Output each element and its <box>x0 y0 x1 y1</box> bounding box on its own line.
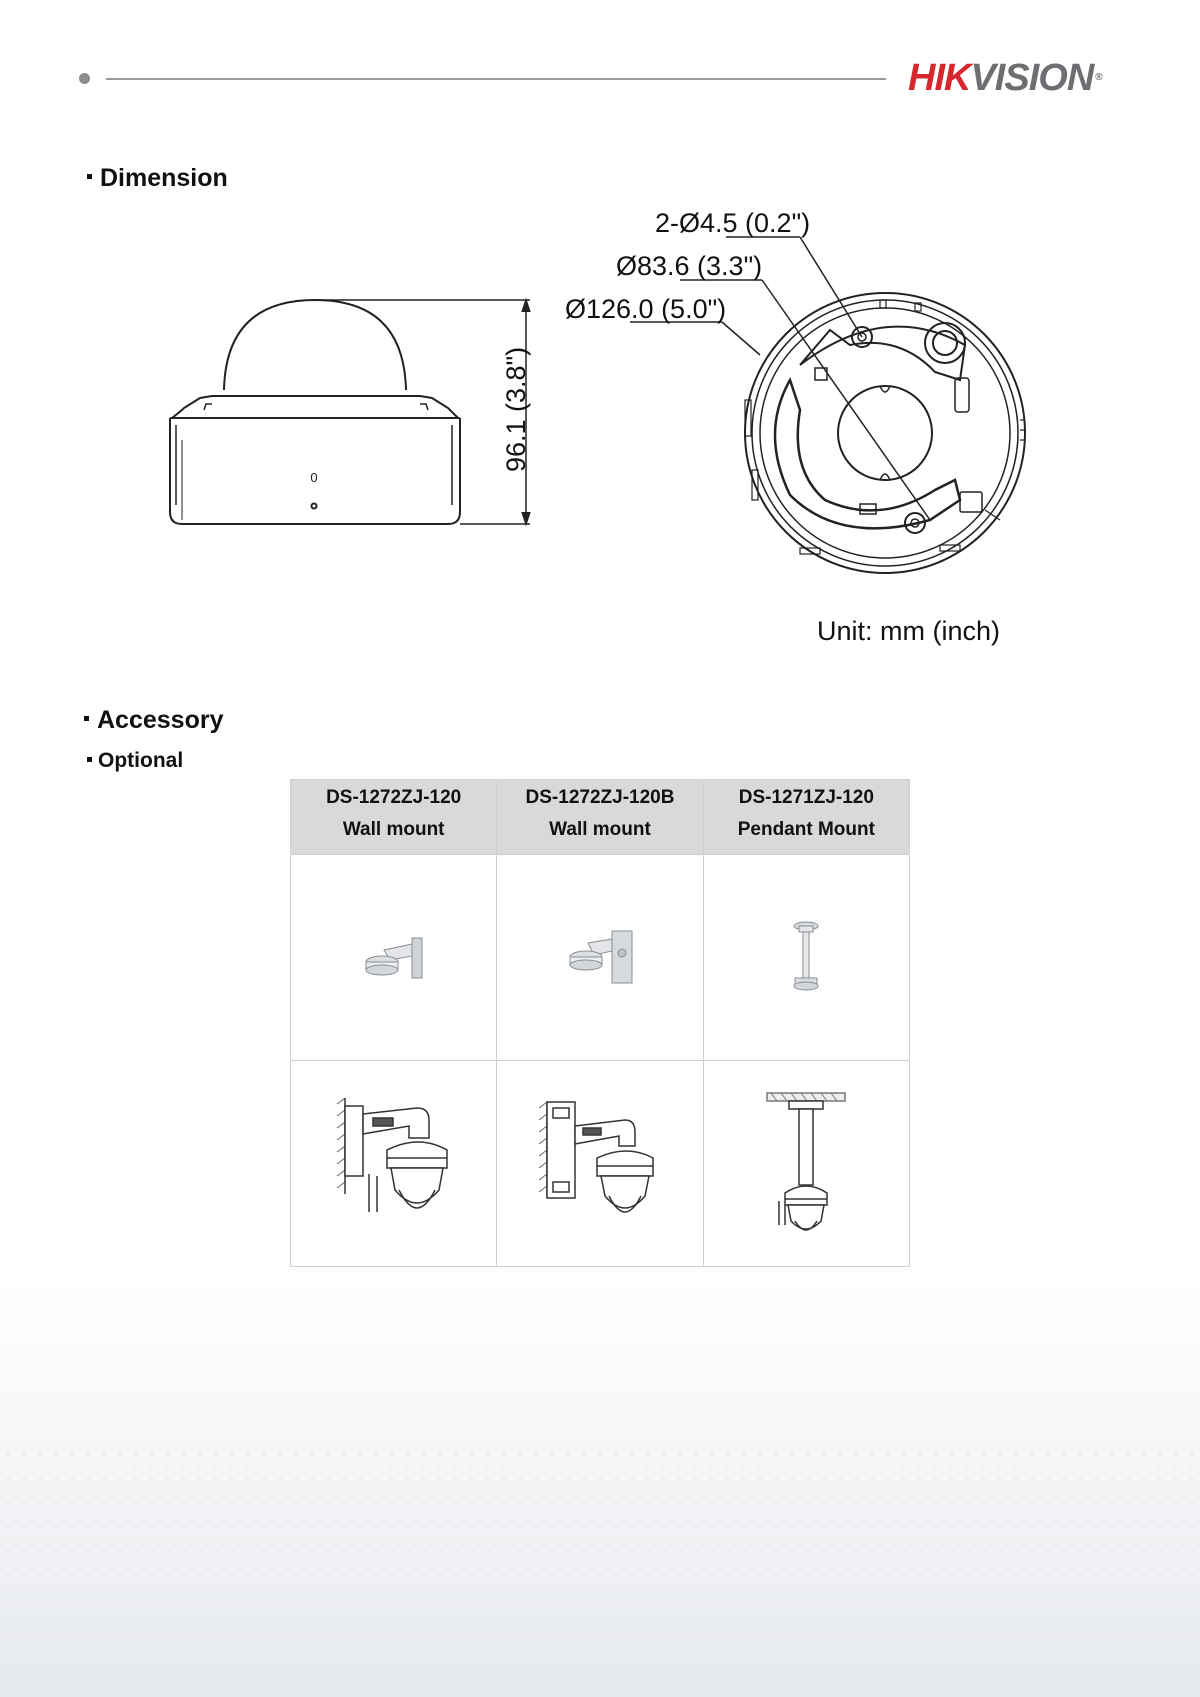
dimension-drawing <box>0 190 1200 610</box>
pendant-mount-icon <box>781 918 831 998</box>
inner-diameter-label: Ø83.6 (3.3") <box>616 251 763 281</box>
header-rule <box>106 78 886 80</box>
table-cell <box>497 855 703 1061</box>
bullet-square-icon <box>87 174 92 179</box>
accessory-type: Pendant Mount <box>737 819 875 840</box>
table-header-cell <box>497 780 703 855</box>
table-header-cell <box>703 780 909 855</box>
camera-top-view <box>745 293 1025 573</box>
camera-mark-label: 0 <box>310 470 318 485</box>
accessory-title: Accessory <box>97 706 224 734</box>
holes-label: 2-Ø4.5 (0.2") <box>655 208 811 238</box>
accessory-table <box>290 779 910 1267</box>
accessory-model: DS-1271ZJ-120 <box>738 787 874 808</box>
dimension-title: Dimension <box>100 164 228 192</box>
dimension-heading <box>87 163 228 193</box>
table-header-row <box>291 780 910 855</box>
table-header-cell <box>291 780 497 855</box>
accessory-model: DS-1272ZJ-120B <box>525 787 675 808</box>
table-cell <box>703 1061 909 1267</box>
wall-mount-junction-box-installed-icon <box>535 1094 665 1234</box>
accessory-model: DS-1272ZJ-120 <box>326 787 462 808</box>
table-row <box>291 1061 910 1267</box>
table-cell <box>291 1061 497 1267</box>
outer-diameter-label: Ø126.0 (5.0") <box>565 294 727 324</box>
bullet-square-icon <box>84 716 89 721</box>
optional-heading <box>87 748 183 774</box>
table-cell <box>291 855 497 1061</box>
table-cell <box>497 1061 703 1267</box>
wall-mount-icon <box>354 928 434 988</box>
camera-side-view <box>170 300 460 524</box>
accessory-heading <box>84 705 223 735</box>
accessory-type: Wall mount <box>342 819 445 840</box>
wall-mount-installed-icon <box>329 1094 459 1234</box>
header-dot <box>79 73 90 84</box>
unit-label: Unit: mm (inch) <box>817 616 1001 646</box>
logo-registered-mark: ® <box>1095 72 1102 83</box>
logo-hik: HIK <box>908 57 971 99</box>
page-background <box>0 1277 1200 1697</box>
height-label: 96.1 (3.8") <box>501 346 531 472</box>
table-cell <box>703 855 909 1061</box>
height-dimension-line <box>315 300 530 524</box>
brand-logo <box>908 56 1102 100</box>
accessory-type: Wall mount <box>549 819 651 840</box>
bullet-square-icon <box>87 757 92 762</box>
wall-mount-junction-box-icon <box>560 923 640 993</box>
optional-title: Optional <box>98 749 184 772</box>
logo-vision: VISION <box>970 57 1094 99</box>
table-row <box>291 855 910 1061</box>
pendant-mount-installed-icon <box>761 1089 851 1239</box>
